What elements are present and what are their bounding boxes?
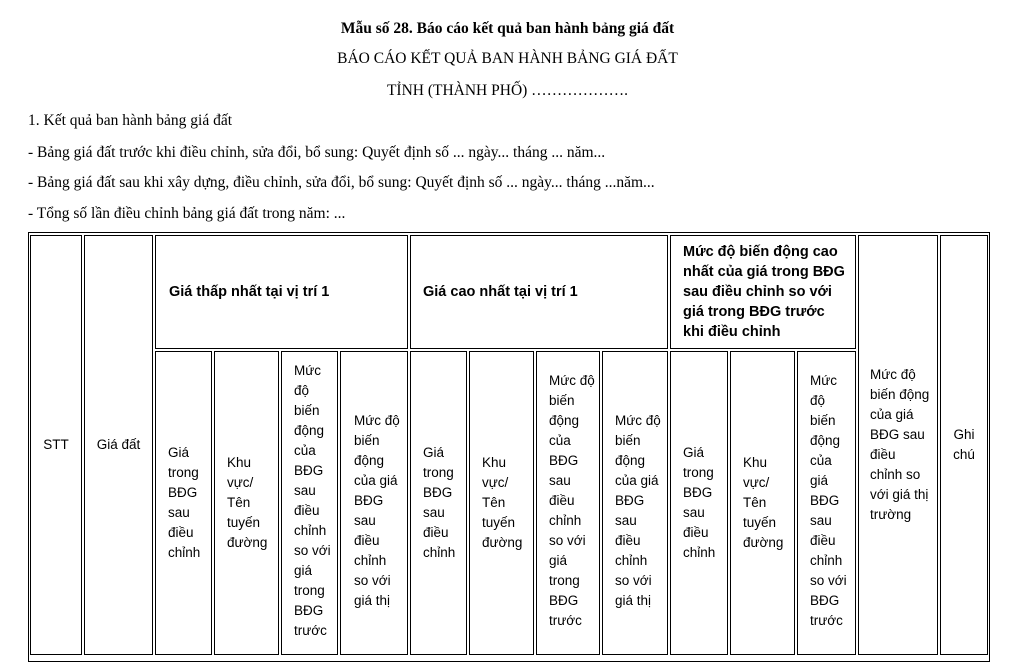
- paragraph-adjustment-count: - Tổng số lần điều chỉnh bảng giá đất trong năm: ...: [28, 205, 346, 222]
- header-note: Ghi chú: [940, 235, 988, 655]
- subheader-lowest-area: Khu vực/ Tên tuyến đường: [214, 351, 279, 655]
- paragraph-before-adjustment: - Bảng giá đất trước khi điều chỉnh, sửa đổi, bổ sung: Quyết định số ... ngày... tháng ... năm...: [28, 144, 606, 161]
- report-title: BÁO CÁO KẾT QUẢ BAN HÀNH BẢNG GIÁ ĐẤT: [337, 50, 678, 67]
- subheader-max-change-vs-before: Mức độ biến động của giá BĐG sau điều chỉnh so với BĐG trước: [797, 351, 856, 655]
- header-highest-price-group: Giá cao nhất tại vị trí 1: [410, 235, 668, 349]
- subheader-max-area: Khu vực/ Tên tuyến đường: [730, 351, 795, 655]
- subheader-highest-price-after: Giá trong BĐG sau điều chỉnh: [410, 351, 467, 655]
- subheader-lowest-change-vs-before: Mức độ biến động của BĐG sau điều chỉnh so với giá trong BĐG trước: [281, 351, 338, 655]
- form-title: Mẫu số 28. Báo cáo kết quả ban hành bảng giá đất: [340, 20, 675, 37]
- section-heading: 1. Kết quả ban hành bảng giá đất: [28, 112, 233, 129]
- subheader-highest-area: Khu vực/ Tên tuyến đường: [469, 351, 534, 655]
- header-max-change-group: Mức độ biến động cao nhất của giá trong BĐG sau điều chỉnh so với giá trong BĐG trước khi điều chỉnh: [670, 235, 856, 349]
- subheader-lowest-change-vs-market: Mức độ biến động của giá BĐG sau điều chỉnh so với giá thị: [340, 351, 408, 655]
- header-land-price: Giá đất: [84, 235, 153, 655]
- header-lowest-price-group: Giá thấp nhất tại vị trí 1: [155, 235, 408, 349]
- subheader-highest-change-vs-market: Mức độ biến động của giá BĐG sau điều chỉnh so với giá thị: [602, 351, 668, 655]
- subheader-lowest-price-after: Giá trong BĐG sau điều chỉnh: [155, 351, 212, 655]
- subheader-max-price-after: Giá trong BĐG sau điều chỉnh: [670, 351, 728, 655]
- header-market-change: Mức độ biến động của giá BĐG sau điều chỉnh so với giá thị trường: [858, 235, 938, 655]
- paragraph-after-adjustment: - Bảng giá đất sau khi xây dựng, điều chỉnh, sửa đổi, bổ sung: Quyết định số ... ngày... tháng ...năm...: [28, 174, 655, 191]
- header-stt: STT: [30, 235, 82, 655]
- subheader-highest-change-vs-before: Mức độ biến động của BĐG sau điều chỉnh so với giá trong BĐG trước: [536, 351, 600, 655]
- province-line: TỈNH (THÀNH PHỐ) ……………….: [386, 82, 629, 99]
